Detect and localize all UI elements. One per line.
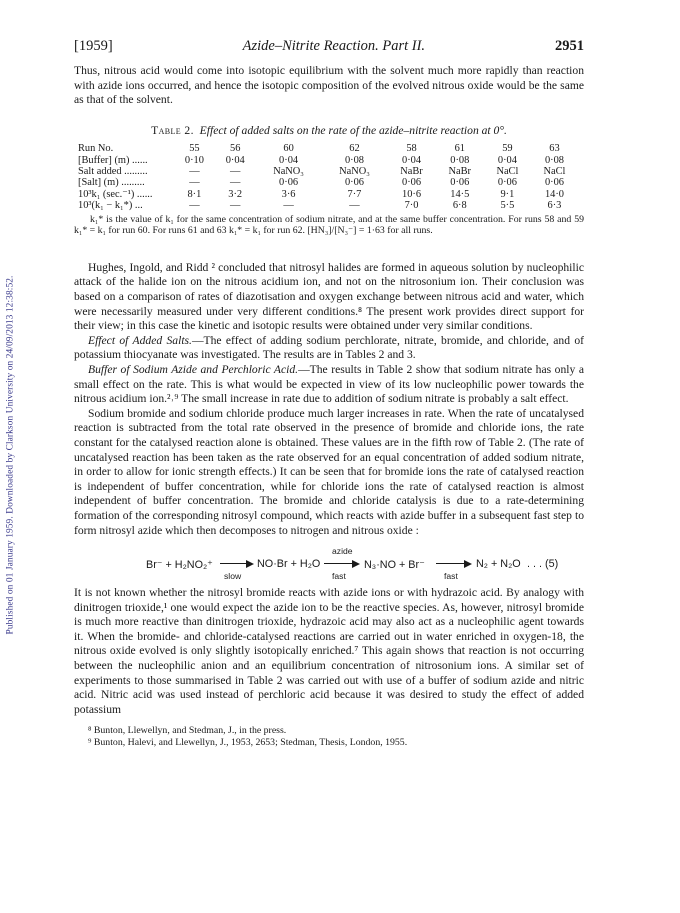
table-cell: 0·06	[497, 177, 517, 189]
table-cell: 8·1	[187, 188, 202, 200]
table-row	[78, 155, 578, 166]
table-cell: 0·04	[225, 154, 245, 166]
table-cell: 6·3	[547, 199, 562, 211]
table-cell: 7·0	[404, 199, 419, 211]
table-cell: —	[189, 199, 200, 211]
table-cell: —	[230, 199, 241, 211]
table-header-cell: 63	[549, 142, 560, 154]
table-caption	[74, 124, 584, 137]
table-description: Effect of added salts on the rate of the azide–nitrite reaction at 0°.	[199, 123, 507, 137]
table-cell: 0·04	[402, 154, 422, 166]
table-cell: —	[230, 166, 241, 178]
journal-page	[74, 38, 584, 749]
table-cell: —	[189, 166, 200, 178]
row-label: 10³(k₁ − k₁*) ...	[78, 199, 143, 211]
table-cell: 0·06	[402, 177, 422, 189]
table-cell: NaBr	[400, 166, 423, 178]
table-cell: NaCl	[496, 166, 519, 178]
table-row	[78, 177, 578, 188]
table-row	[78, 166, 578, 177]
page-number: 2951	[554, 38, 584, 54]
running-head	[74, 38, 584, 55]
reaction-equation	[74, 544, 584, 582]
table-header-cell: 61	[454, 142, 465, 154]
section-gap	[74, 237, 584, 261]
arrow-label-slow: slow	[224, 571, 242, 582]
table-footnote: k₁* is the value of k₁ for the same concentration of sodium nitrate, and at the same buffer concentration. For runs 58 and 59 k₁* = k₁ for run 60. For runs 61 and 63 k₁* = k₁ for run 62. [HN₃]/[N₃⁻] = 1·63 for all runs.	[74, 214, 584, 237]
table-cell: 10·6	[402, 188, 422, 200]
table-row	[78, 200, 578, 211]
body-paragraph	[74, 407, 584, 538]
table-label: Table 2.	[151, 123, 194, 137]
body-paragraph	[74, 334, 584, 363]
table-cell: —	[349, 199, 360, 211]
reaction-arrow-icon	[220, 556, 254, 572]
equation-number: . . . (5)	[527, 558, 559, 571]
table-cell: —	[230, 177, 241, 189]
body-paragraph	[74, 261, 584, 334]
table-cell: 9·1	[500, 188, 515, 200]
table-cell: 0·08	[544, 154, 564, 166]
paragraph-lead: Buffer of Sodium Azide and Perchloric Acid.	[88, 362, 299, 376]
table-header-row	[78, 143, 578, 155]
arrow-label-azide: azide	[332, 546, 353, 557]
table-header-cell: 55	[189, 142, 200, 154]
table-cell: 0·06	[344, 177, 364, 189]
paragraph-text: Sodium bromide and sodium chloride produce much larger increases in rate. When the rate of uncatalysed reaction is subtracted from the total rate observed in the presence of bromide and chloride ions, the rate constant for the catalysed reaction alone is obtained. These values are in the fifth row of Table 2. (The rate of uncatalysed reaction has been taken as the rate observed for an equal concentration of added sodium nitrate, in order to allow for ionic strength effects.) It can be seen that for bromide ions the rate of catalysed reaction is independent of buffer concentration, while for chloride ions the rate of catalysed reaction is almost independent of buffer concentration. The bromide and chloride catalysis is due to a rate-determining formation of the corresponding nitrosyl compound, which reacts with azide buffer in a subsequent fast step to form nitrosyl azide which then decomposes to nitrogen and nitrous oxide :	[74, 406, 584, 537]
table-cell: 0·04	[497, 154, 517, 166]
row-label: [Buffer] (m) ......	[78, 154, 148, 166]
intro-paragraph: Thus, nitrous acid would come into isotopic equilibrium with the solvent much more rapidly than reaction with azide ions occurred, and hence the isotopic composition of the evolved nitrous oxide would be the same as that of the solvent.	[74, 64, 584, 107]
row-label: 10³k₁ (sec.⁻¹) ......	[78, 188, 153, 200]
table-header-cell: 58	[406, 142, 417, 154]
arrow-label-fast: fast	[444, 571, 458, 582]
table-cell: NaNO₃	[273, 166, 304, 178]
closing-paragraph: It is not known whether the nitrosyl bromide reacts with azide ions or with hydrazoic acid. By analogy with dinitrogen trioxide,¹ one would expect the azide ion to be the reactive species. As, however, nitrosyl bromide is much more reactive than dinitrogen trioxide, hydrazoic acid may also act as a nucleophilic agent towards it. When the bromide- and chloride-catalysed reactions are carried out in water enriched in oxygen-18, the nitrous oxide evolved is only slightly isotopically enriched.⁷ This again shows that reaction is not occurring between the nucleophilic anion and an equilibrium concentration of nitrosonium ions. A similar set of experiments to those summarised in Table 2 was carried out with use of a buffer of sodium azide and nitric acid. Nitric acid was used instead of perchloric acid because it was desired to study the effect of added potassium	[74, 586, 584, 716]
paragraph-text: —The results in Table 2 show that sodium nitrate has only a small effect on the rate. This is what would be expected in view of its low nucleophilic power towards the nitrous acidium ion.²˒⁹ The small increase in rate due to addition of sodium nitrate is probably a salt effect.	[74, 362, 584, 406]
table-cell: 14·0	[544, 188, 564, 200]
table-cell: 0·10	[184, 154, 204, 166]
paragraph-text: Hughes, Ingold, and Ridd ² concluded that nitrosyl halides are formed in aqueous solution by nucleophilic attack of the halide ion on the nitrous acidium ion, and not on the nitrosonium ion. Their conclusion was based on a comparison of rates of diazotisation and oxygen exchange between nitrous acid and water, which were necessarily measured under very different conditions.⁸ The present work provides direct support for their view; in this case the kinetic and isotopic results were obtained under very similar conditions.	[74, 260, 584, 333]
table-row	[78, 189, 578, 200]
table-cell: 3·2	[228, 188, 243, 200]
download-watermark	[4, 150, 16, 760]
reaction-arrow-icon	[324, 556, 360, 572]
table-header-cell: 59	[502, 142, 513, 154]
table-header-cell: 62	[349, 142, 360, 154]
footnote: ⁸ Bunton, Llewellyn, and Stedman, J., in the press.	[88, 725, 287, 737]
table-header-cell: 56	[230, 142, 241, 154]
running-head-title: Azide–Nitrite Reaction. Part II.	[242, 38, 426, 54]
equation-intermediate-2: N₃·NO + Br⁻	[364, 559, 425, 572]
salt-effect-table	[78, 143, 578, 211]
paragraph-text: —The effect of adding sodium perchlorate, nitrate, bromide, and chloride, and of potassium thiocyanate was investigated. The results are in Tables 2 and 3.	[74, 333, 584, 362]
footnote: ⁹ Bunton, Halevi, and Llewellyn, J., 1953, 2653; Stedman, Thesis, London, 1955.	[88, 737, 408, 749]
running-head-year: [1959]	[74, 38, 113, 54]
table-header-cell: 60	[283, 142, 294, 154]
table-cell: 0·06	[544, 177, 564, 189]
table-header-label: Run No.	[78, 142, 114, 154]
table-cell: 7·7	[347, 188, 362, 200]
table-cell: 0·06	[450, 177, 470, 189]
equation-products: N₂ + N₂O	[476, 558, 521, 571]
table-cell: 6·8	[452, 199, 467, 211]
row-label: Salt added .........	[78, 166, 148, 178]
table-cell: 14·5	[450, 188, 470, 200]
paragraph-lead: Effect of Added Salts.	[88, 333, 192, 347]
table-cell: NaBr	[448, 166, 472, 178]
body-paragraph	[74, 363, 584, 407]
table-cell: 5·5	[500, 199, 515, 211]
table-cell: 0·06	[279, 177, 299, 189]
reaction-arrow-icon	[436, 556, 472, 572]
footnotes	[74, 725, 584, 749]
equation-intermediate-1: NO·Br + H₂O	[257, 558, 321, 571]
arrow-label-fast: fast	[332, 571, 346, 582]
table-cell: NaCl	[543, 166, 566, 178]
table-cell: NaNO₃	[339, 166, 370, 178]
table-cell: —	[283, 199, 294, 211]
equation-reactants: Br⁻ + H₂NO₂⁺	[146, 559, 213, 572]
table-cell: —	[189, 177, 200, 189]
table-cell: 0·04	[279, 154, 299, 166]
table-cell: 0·08	[344, 154, 364, 166]
table-cell: 0·08	[450, 154, 470, 166]
download-watermark-text: Published on 01 January 1959. Downloaded by Clarkson University on 24/09/2013 12:38:52.	[5, 275, 15, 635]
table-cell: 3·6	[281, 188, 296, 200]
row-label: [Salt] (m) .........	[78, 177, 145, 189]
